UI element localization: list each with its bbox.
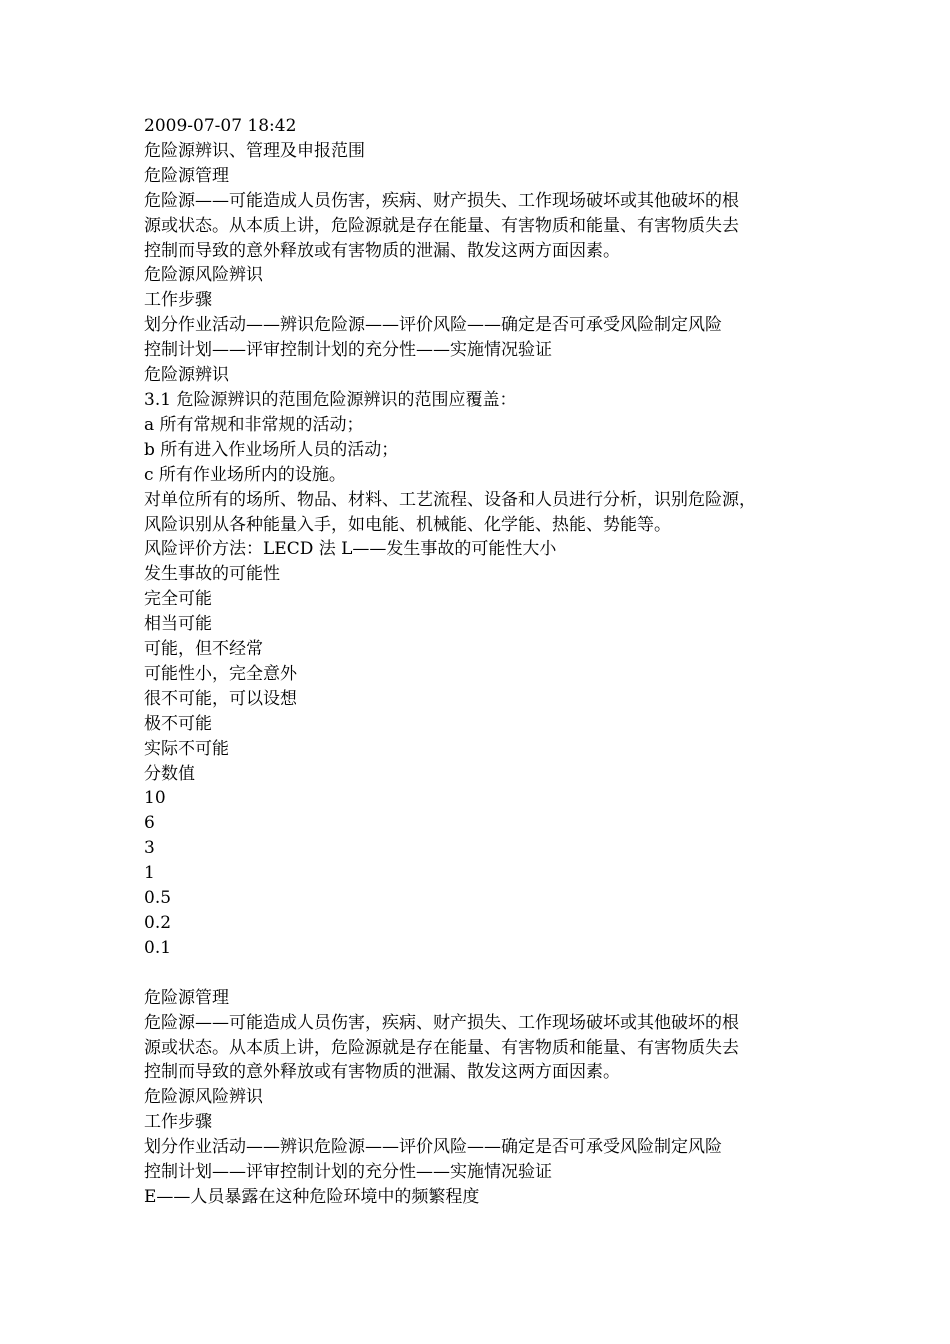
section-heading-risk-2: 危险源风险辨识 [144,1087,263,1108]
section-heading-management-2: 危险源管理 [144,987,229,1008]
steps-line: 控制计划——评审控制计划的充分性——实施情况验证 [144,340,552,361]
score-value: 0.1 [144,937,172,958]
method-line: 风险评价方法：LECD 法 L——发生事故的可能性大小 [144,539,557,560]
likelihood-level: 可能，但不经常 [144,639,263,660]
definition-line: 源或状态。从本质上讲，危险源就是存在能量、有害物质和能量、有害物质失去 [144,1037,739,1058]
score-value: 0.5 [144,888,172,909]
score-value: 3 [144,838,155,859]
score-value: 10 [144,788,166,809]
scope-intro: 3.1 危险源辨识的范围危险源辨识的范围应覆盖： [144,389,517,410]
analysis-line: 对单位所有的场所、物品、材料、工艺流程、设备和人员进行分析，识别危险源， [144,489,756,510]
likelihood-level: 可能性小，完全意外 [144,663,297,684]
blank-line [144,961,810,986]
score-value: 6 [144,813,155,834]
steps-line: 控制计划——评审控制计划的充分性——实施情况验证 [144,1162,552,1183]
definition-line: 控制而导致的意外释放或有害物质的泄漏、散发这两方面因素。 [144,240,620,261]
score-value: 0.2 [144,913,172,933]
likelihood-level: 完全可能 [144,589,212,610]
likelihood-level: 相当可能 [144,614,212,635]
likelihood-level: 很不可能，可以设想 [144,688,297,709]
document-title: 危险源辨识、管理及申报范围 [144,140,365,161]
score-value: 1 [144,863,155,884]
analysis-line: 风险识别从各种能量入手，如电能、机械能、化学能、热能、势能等。 [144,514,671,535]
likelihood-header: 发生事故的可能性 [144,564,280,585]
likelihood-level: 极不可能 [144,713,212,734]
definition-line: 危险源——可能造成人员伤害，疾病、财产损失、工作现场破坏或其他破坏的根 [144,190,739,211]
steps-line: 划分作业活动——辨识危险源——评价风险——确定是否可承受风险制定风险 [144,1137,722,1158]
definition-line: 源或状态。从本质上讲，危险源就是存在能量、有害物质和能量、有害物质失去 [144,215,739,236]
section-heading-steps: 工作步骤 [144,290,212,311]
section-heading-management: 危险源管理 [144,165,229,186]
scope-item: b 所有进入作业场所人员的活动； [144,439,399,460]
definition-line: 危险源——可能造成人员伤害，疾病、财产损失、工作现场破坏或其他破坏的根 [144,1012,739,1033]
section-heading-risk: 危险源风险辨识 [144,265,263,286]
document-body [144,114,810,1210]
exposure-line: E——人员暴露在这种危险环境中的频繁程度 [144,1186,480,1207]
scope-item: c 所有作业场所内的设施。 [144,464,346,485]
definition-line: 控制而导致的意外释放或有害物质的泄漏、散发这两方面因素。 [144,1062,620,1083]
likelihood-level: 实际不可能 [144,738,229,759]
section-heading-identify: 危险源辨识 [144,365,229,386]
steps-line: 划分作业活动——辨识危险源——评价风险——确定是否可承受风险制定风险 [144,315,722,336]
scope-item: a 所有常规和非常规的活动； [144,414,364,435]
timestamp: 2009-07-07 18:42 [144,116,297,136]
score-header: 分数值 [144,763,195,784]
section-heading-steps-2: 工作步骤 [144,1112,212,1133]
